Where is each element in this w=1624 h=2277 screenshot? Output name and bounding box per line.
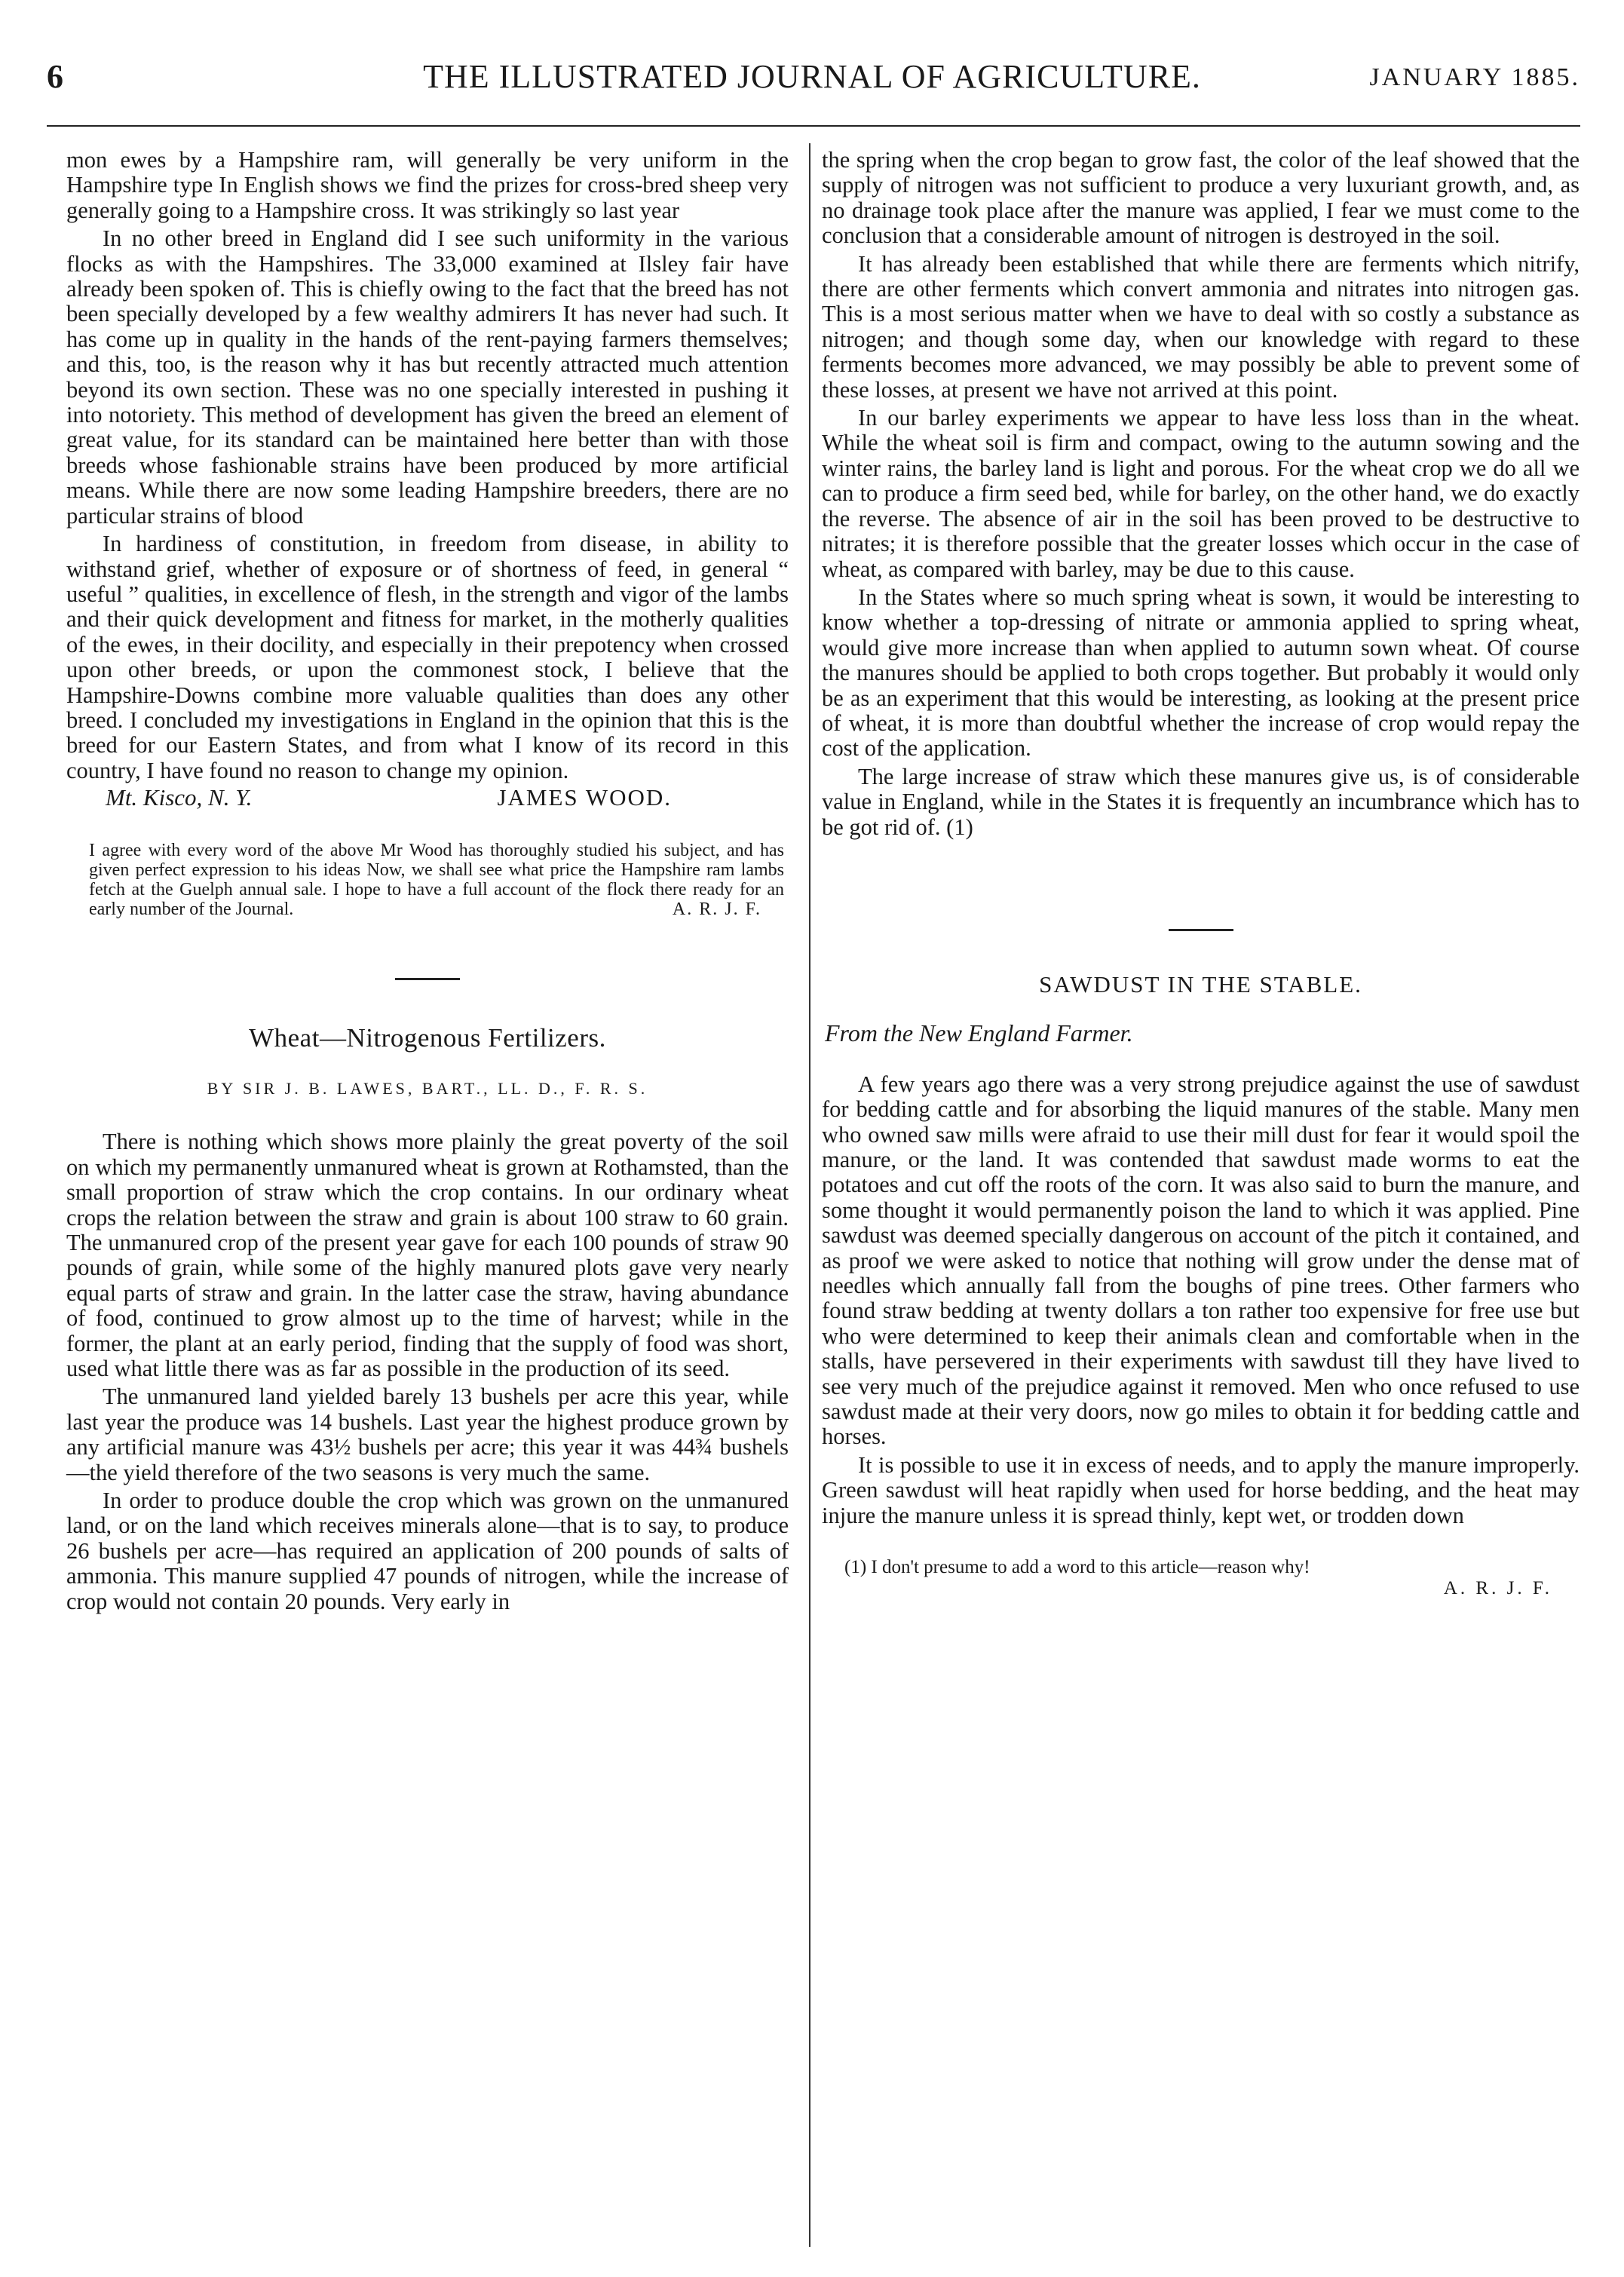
- paragraph: It has already been established that while there are ferments which nitrify, there are other ferments which convert ammonia and nitrates into nitrogen gas. This is a most serious matter when we have to deal with so costly a substance as nitrogen; and though some day, when our knowledge with regard to these ferments becomes more advanced, we may possibly be able to prevent some of these losses, at present we have not arrived at this point.: [822, 250, 1580, 403]
- journal-title: THE ILLUSTRATED JOURNAL OF AGRICULTURE.: [423, 58, 1201, 95]
- left-column: [66, 148, 789, 1614]
- paragraph: In hardiness of constitution, in freedom from disease, in ability to withstand grief, whether of exposure or of shortness of feed, in general “ useful ” qualities, in excellence of flesh, in the strength and vigor of the lambs and their quick development and fitness for market, in the motherly qualities of the ewes, in their docility, and especially in their prepotency when crossed upon other breeds, or upon the commonest stock, I believe that the Hampshire-Downs combine more valuable qualities than does any other breed. I concluded my investigations in England in the opinion that this is the breed for our Eastern States, and from what I know of its record in this country, I have found no reason to change my opinion.: [66, 531, 789, 783]
- paragraph: A few years ago there was a very strong prejudice against the use of sawdust for bedding cattle and for absorbing the liquid manures of the stable. Many men who owned saw mills were afraid to use their mill dust for fear it would spoil the manure, or the land. It was contended that sawdust made worms to eat the potatoes and cut off the roots of the corn. It was also said to burn the manure, and some thought it would permanently poison the land to which it was applied. Pine sawdust was deemed specially dangerous on account of the pitch it contained, and as proof we were asked to notice that nothing will grow under the dense mat of needles which annually fall from the boughs of pine trees. Other farmers who found straw bedding at twenty dollars a ton rather too expensive for free use but who were determined to keep their animals clean and comfortable when in the stalls, have persevered in their experiments with sawdust till they have lived to see very much of the prejudice against it removed. Men who once refused to use sawdust made at their very doors, now go miles to obtain it for bedding cattle and horses.: [822, 1071, 1580, 1450]
- right-column: [822, 148, 1580, 1599]
- section-rule: [395, 978, 460, 980]
- footnote-text: (1) I don't presume to add a word to this article—reason why!: [844, 1557, 1310, 1578]
- paragraph: In order to produce double the crop which was grown on the unmanured land, or on the land which receives minerals alone—that is to say, to produce 26 bushels per acre—has required an application of 200 pounds of salts of ammonia. This manure supplied 47 pounds of nitrogen, while the increase of crop would not contain 20 pounds. Very early in: [66, 1488, 789, 1614]
- paragraph: In the States where so much spring wheat is sown, it would be interesting to know whether a top-dressing of nitrate or ammonia applied to spring wheat, would give more increase than when applied to autumn sown wheat. Of course the manures should be applied to both crops together. But probably it would only be as an experiment that this would be interesting, as looking at the present price of wheat, it is more than doubtful whether the increase of crop would repay the cost of the application.: [822, 584, 1580, 762]
- footnote: [822, 1557, 1580, 1599]
- paragraph: The unmanured land yielded barely 13 bushels per acre this year, while last year the produce was 14 bushels. Last year the highest produce grown by any artificial manure was 43½ bushels per acre; this year it was 44¾ bushels—the yield therefore of the two seasons is very much the same.: [66, 1384, 789, 1485]
- article-byline: BY SIR J. B. LAWES, BART., LL. D., F. R. S.: [207, 1078, 648, 1098]
- signature-place: Mt. Kisco, N. Y.: [106, 784, 253, 811]
- header-rule: [47, 125, 1580, 127]
- paragraph: There is nothing which shows more plainly the great poverty of the soil on which my permanently unmanured wheat is grown at Rothamsted, than the small proportion of straw which the crop contains. In our ordinary wheat crops the relation between the straw and grain is about 100 straw to 60 grain. The unmanured crop of the present year gave for each 100 pounds of straw 90 pounds of grain, while some of the highly manured plots gave very nearly equal parts of straw and grain. In the latter case the straw, having abundance of food, continued to grow almost up to the time of harvest; while in the former, the plant at an early period, finding that the supply of food was short, used what little there was as far as possible in the production of its seed.: [66, 1129, 789, 1382]
- paragraph: In no other breed in England did I see such uniformity in the various flocks as with the Hampshires. The 33,000 examined at Ilsley fair have already been spoken of. This is chiefly owing to the fact that the breed has not been specially developed by a few wealthy admirers It has never had such. It has come up in quality in the hands of the rent-paying farmers themselves; and this, too, is the reason why it has but recently attracted much attention beyond its own section. These was no one specially interested in pushing it into notoriety. This method of development has given the breed an element of great value, for its standard can be maintained here better than with those breeds whose fashionable strains have been produced by more artificial means. While there are now some leading Hampshire breeders, there are no particular strains of blood: [66, 225, 789, 529]
- editor-note: [66, 841, 789, 919]
- paragraph: the spring when the crop began to grow fast, the color of the leaf showed that the supply of nitrogen was not sufficient to produce a very luxuriant growth, and, as no drainage took place after the manure was applied, I fear we must come to the conclusion that a considerable amount of nitrogen is destroyed in the soil.: [822, 147, 1580, 249]
- paragraph: mon ewes by a Hampshire ram, will generally be very uniform in the Hampshire type In English shows we find the prizes for cross-bred sheep very generally going to a Hampshire cross. It was strikingly so last year: [66, 147, 789, 223]
- signature-name: JAMES WOOD.: [497, 784, 672, 811]
- article-source: From the New England Farmer.: [825, 1019, 1133, 1047]
- article-title: SAWDUST IN THE STABLE.: [1039, 970, 1362, 998]
- editor-note-initials: A. R. J. F.: [672, 899, 761, 919]
- signature: [66, 785, 789, 810]
- issue-date: JANUARY 1885.: [1369, 63, 1580, 91]
- paragraph: In our barley experiments we appear to have less loss than in the wheat. While the wheat soil is firm and compact, owing to the autumn sowing and the winter rains, the barley land is light and porous. For the wheat crop we do all we can to produce a firm seed bed, while for barley, on the other hand, we do exactly the reverse. The absence of air in the soil has been proved to be destructive to nitrates; it is therefore possible that the greater losses which occur in the case of wheat, as compared with barley, may be due to this cause.: [822, 405, 1580, 582]
- page-number: 6: [47, 58, 63, 95]
- section-rule: [1169, 929, 1233, 931]
- paragraph: It is possible to use it in excess of needs, and to apply the manure improperly. Green sawdust will heat rapidly when used for horse bedding, and the heat may injure the manure unless it is spread thinly, kept wet, or trodden down: [822, 1451, 1580, 1528]
- footnote-initials: A. R. J. F.: [1443, 1578, 1552, 1599]
- paragraph: The large increase of straw which these manures give us, is of considerable value in England, while in the States it is frequently an incumbrance which has to be got rid of. (1): [822, 763, 1580, 840]
- article-title: Wheat—Nitrogenous Fertilizers.: [249, 1022, 606, 1053]
- column-divider: [809, 143, 810, 2247]
- editor-note-text: I agree with every word of the above Mr Wood has thoroughly studied his subject, and has given perfect expression to his ideas Now, we shall see what price the Hampshire ram lambs fetch at the Guelph annual sale. I hope to have a full account of the flock there ready for an early number of the Journal.: [89, 840, 784, 919]
